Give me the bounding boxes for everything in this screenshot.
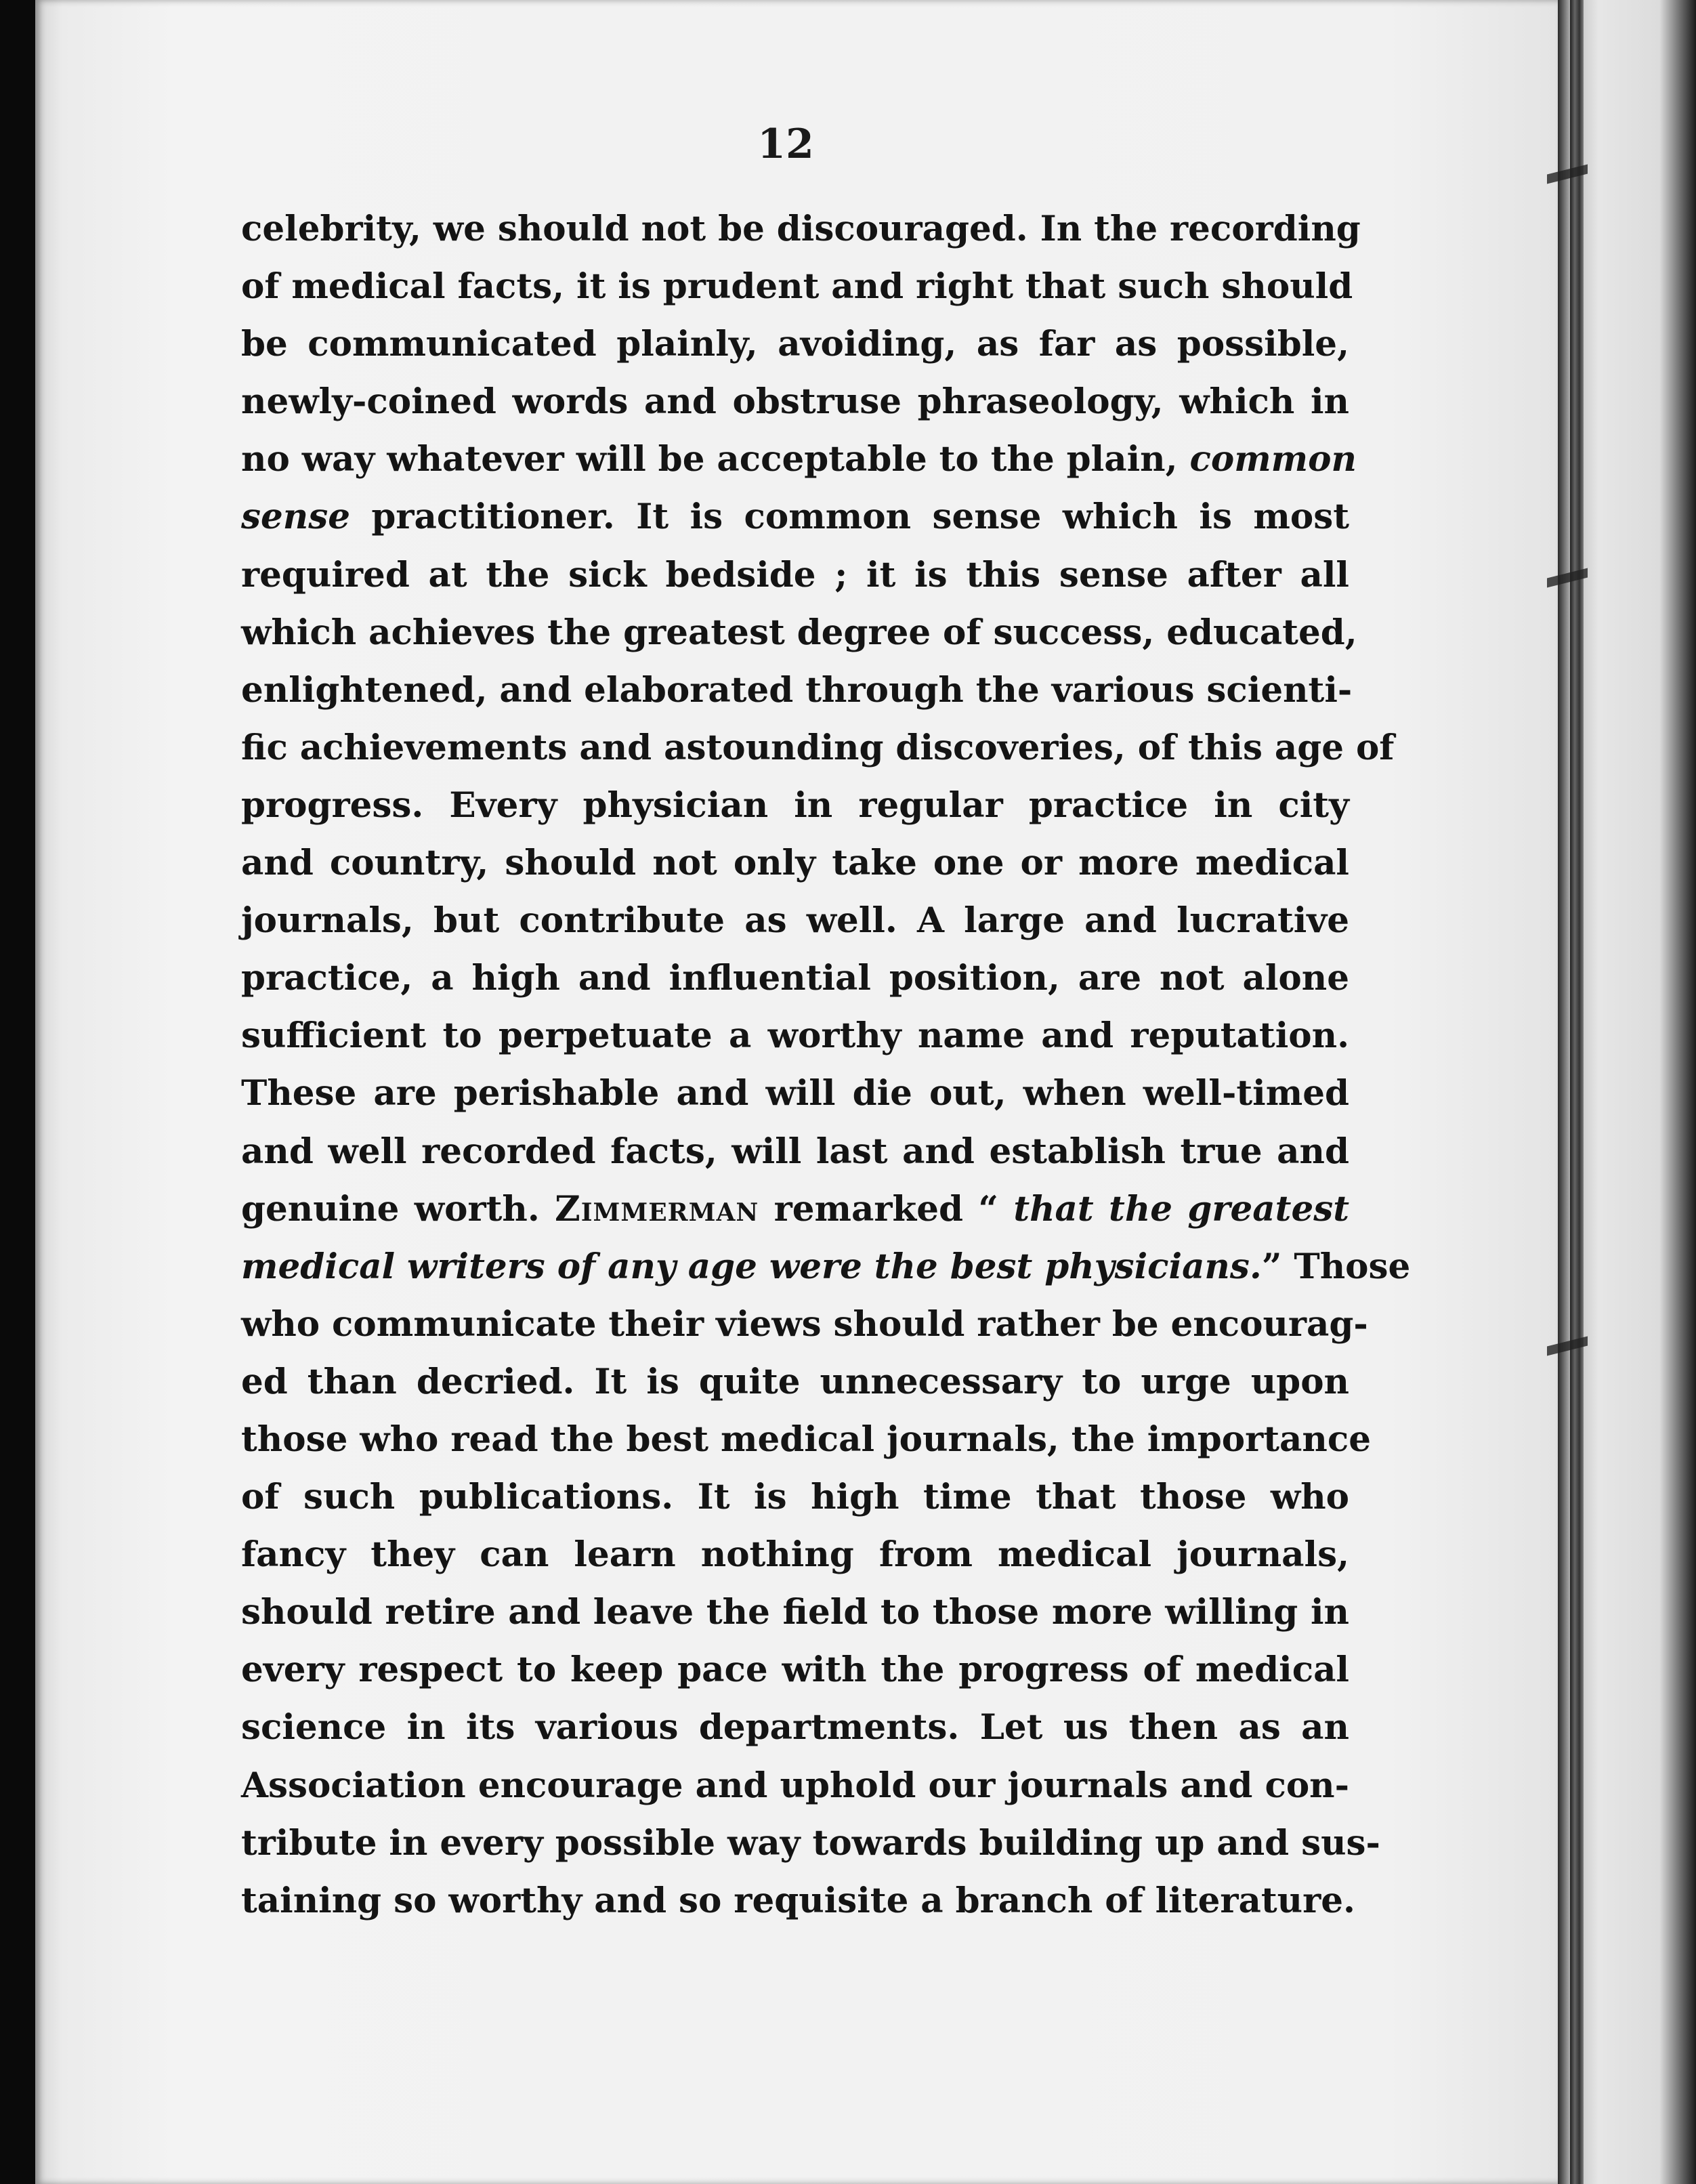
text-run: fic achievements and astounding discoveries, of this age of (241, 727, 1395, 768)
text-line (241, 1872, 1355, 1930)
text-line (241, 373, 1349, 431)
body-text (241, 201, 1411, 1930)
text-run: tribute in every possible way towards building up and sus- (241, 1822, 1380, 1864)
text-line (241, 1123, 1349, 1181)
text-line (241, 1757, 1349, 1815)
text-run: practice, a high and influential position, are not alone (241, 958, 1349, 999)
text-line (241, 488, 1349, 546)
text-run: remarked “ (759, 1188, 1014, 1230)
text-run: ” Those (1261, 1246, 1411, 1287)
text-line (241, 201, 1361, 258)
text-run: newly-coined words and obstruse phraseology, which in (241, 381, 1349, 423)
text-run: practitioner. It is common sense which is most (349, 497, 1349, 538)
text-run: who communicate their views should rather be encourag- (241, 1303, 1368, 1345)
text-run: enlightened, and elaborated through the various scienti- (241, 669, 1353, 711)
text-line (241, 1296, 1368, 1353)
italic-text: common (1189, 439, 1357, 480)
text-run: celebrity, we should not be discouraged. In the recording (241, 209, 1361, 249)
text-run: be communicated plainly, avoiding, as far as possible, (241, 324, 1349, 365)
text-run: of such publications. It is high time that those who (241, 1477, 1349, 1518)
text-line (241, 1411, 1371, 1469)
text-line (241, 258, 1353, 316)
text-run: fancy they can learn nothing from medical journals, (241, 1534, 1349, 1576)
text-run: progress. Every physician in regular practice in city (241, 784, 1349, 826)
text-line (241, 719, 1395, 777)
text-line (241, 1526, 1349, 1584)
text-run: should retire and leave the field to those more willing in (241, 1592, 1349, 1633)
text-run: required at the sick bedside ; it is this sense after all (241, 554, 1349, 595)
text-run: no way whatever will be acceptable to the plain, (241, 439, 1190, 480)
text-run: science in its various departments. Let us then as an (241, 1707, 1349, 1748)
text-line (241, 1353, 1349, 1411)
text-run: of medical facts, it is prudent and right that such should (241, 266, 1353, 308)
text-line (241, 604, 1357, 662)
text-line (241, 1007, 1349, 1065)
text-line (241, 1238, 1411, 1296)
text-run: every respect to keep pace with the progress of medical (241, 1650, 1349, 1691)
text-run: those who read the best medical journals, the importance (241, 1419, 1371, 1460)
italic-text: medical writers of any age were the best physicians. (241, 1246, 1262, 1287)
text-run: journals, but contribute as well. A large and lucrative (241, 900, 1349, 942)
text-line (241, 835, 1349, 892)
italic-text: sense (241, 497, 350, 538)
text-line (241, 892, 1349, 950)
text-line (241, 950, 1349, 1007)
text-line (241, 1065, 1349, 1122)
page-number: 12 (757, 121, 814, 168)
binding-spine (1570, 0, 1584, 2184)
text-run: These are perishable and will die out, when well-timed (241, 1073, 1349, 1114)
text-run: Association encourage and uphold our journals and con- (241, 1765, 1349, 1806)
text-line (241, 662, 1353, 719)
text-line (241, 1181, 1349, 1238)
text-run: genuine worth. (241, 1188, 555, 1230)
text-line (241, 431, 1357, 488)
text-run: and well recorded facts, will last and establish true and (241, 1131, 1349, 1172)
text-line (241, 1699, 1349, 1757)
text-line (241, 1469, 1349, 1526)
text-line (241, 1584, 1349, 1641)
text-line (241, 316, 1349, 373)
text-line (241, 1641, 1349, 1699)
text-run: which achieves the greatest degree of success, educated, (241, 612, 1357, 653)
italic-text: that the greatest (1013, 1188, 1349, 1230)
text-run: sufficient to perpetuate a worthy name and reputation. (241, 1015, 1349, 1057)
text-line (241, 547, 1349, 604)
text-line (241, 777, 1349, 835)
text-run: and country, should not only take one or more medical (241, 843, 1349, 884)
text-run: taining so worthy and so requisite a branch of literature. (241, 1880, 1355, 1921)
text-run: ed than decried. It is quite unnecessary to urge upon (241, 1361, 1349, 1402)
text-line (241, 1815, 1380, 1872)
small-caps-name: Zimmerman (555, 1188, 759, 1230)
